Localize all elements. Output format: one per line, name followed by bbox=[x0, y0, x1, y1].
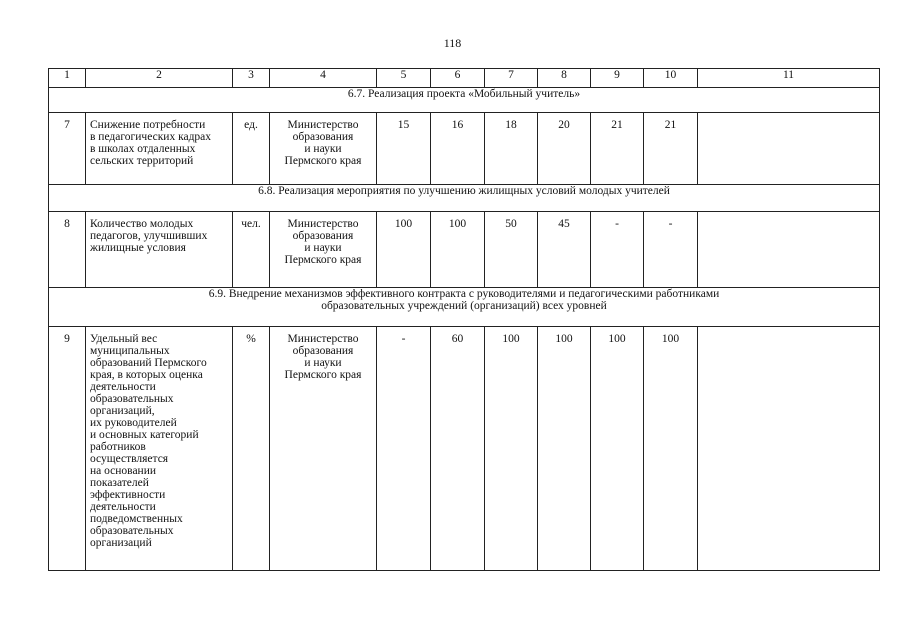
column-number: 1 bbox=[49, 69, 86, 88]
indicator-name-line: педагогов, улучшивших bbox=[90, 230, 208, 242]
executor-line: Министерство bbox=[287, 119, 359, 131]
value-cell: 100 bbox=[591, 327, 644, 571]
value-cell: 60 bbox=[431, 327, 485, 571]
note-cell bbox=[698, 212, 880, 288]
unit-cell: ед. bbox=[233, 113, 270, 185]
indicator-name-line: эффективности bbox=[90, 489, 166, 501]
column-number: 4 bbox=[270, 69, 377, 88]
column-number: 10 bbox=[644, 69, 698, 88]
column-number: 8 bbox=[538, 69, 591, 88]
indicator-name-line: их руководителей bbox=[90, 417, 177, 429]
value-cell: 100 bbox=[377, 212, 431, 288]
value-cell: 100 bbox=[431, 212, 485, 288]
indicator-name-line: сельских территорий bbox=[90, 155, 194, 167]
executor-line: образования bbox=[292, 345, 354, 357]
section-heading-row bbox=[49, 88, 880, 113]
section-heading-line: 6.8. Реализация мероприятия по улучшению жилищных условий молодых учителей bbox=[258, 185, 670, 197]
indicator-name-line: образований Пермского bbox=[90, 357, 207, 369]
indicator-name-line: Удельный вес bbox=[90, 333, 158, 345]
row-number: 7 bbox=[49, 113, 86, 185]
value-cell: - bbox=[591, 212, 644, 288]
column-number: 5 bbox=[377, 69, 431, 88]
indicator-name-line: Снижение потребности bbox=[90, 119, 206, 131]
row-number: 9 bbox=[49, 327, 86, 571]
indicator-name bbox=[86, 327, 233, 571]
section-heading-line: 6.9. Внедрение механизмов эффективного контракта с руководителями и педагогическими работниками bbox=[208, 288, 720, 300]
section-heading-line: образовательных учреждений (организаций) всех уровней bbox=[321, 300, 607, 312]
value-cell: 18 bbox=[485, 113, 538, 185]
executor-line: и науки bbox=[304, 242, 342, 254]
indicator-name-line: деятельности bbox=[90, 501, 156, 513]
value-cell: 45 bbox=[538, 212, 591, 288]
page-number: 118 bbox=[443, 36, 462, 50]
section-heading-line: 6.7. Реализация проекта «Мобильный учитель» bbox=[347, 88, 581, 100]
indicator-name-line: подведомственных bbox=[90, 513, 183, 525]
executor-line: и науки bbox=[304, 357, 342, 369]
data-table bbox=[48, 68, 880, 571]
executor-line: Министерство bbox=[287, 218, 359, 230]
executor-line: Пермского края bbox=[284, 155, 362, 167]
value-cell: 15 bbox=[377, 113, 431, 185]
indicator-name bbox=[86, 113, 233, 185]
executor-cell bbox=[270, 113, 377, 185]
indicator-name-line: в школах отдаленных bbox=[90, 143, 196, 155]
executor-line: Министерство bbox=[287, 333, 359, 345]
note-cell bbox=[698, 327, 880, 571]
table-row bbox=[49, 327, 880, 571]
value-cell: - bbox=[377, 327, 431, 571]
section-heading-row bbox=[49, 185, 880, 212]
value-cell: 100 bbox=[644, 327, 698, 571]
column-number: 2 bbox=[86, 69, 233, 88]
indicator-name-line: осуществляется bbox=[90, 453, 169, 465]
indicator-name-line: Количество молодых bbox=[90, 218, 194, 230]
indicator-name-line: жилищные условия bbox=[90, 242, 186, 254]
column-number: 3 bbox=[233, 69, 270, 88]
value-cell: 16 bbox=[431, 113, 485, 185]
row-number: 8 bbox=[49, 212, 86, 288]
indicator-name-line: на основании bbox=[90, 465, 157, 477]
table-row bbox=[49, 113, 880, 185]
indicator-name-line: показателей bbox=[90, 477, 149, 489]
executor-line: образования bbox=[292, 131, 354, 143]
table-body bbox=[49, 69, 880, 571]
executor-cell bbox=[270, 327, 377, 571]
value-cell: 21 bbox=[591, 113, 644, 185]
indicator-name-line: в педагогических кадрах bbox=[90, 131, 212, 143]
section-heading bbox=[49, 288, 880, 327]
column-number: 9 bbox=[591, 69, 644, 88]
indicator-name-line: края, в которых оценка bbox=[90, 369, 203, 381]
indicator-name-line: организаций, bbox=[90, 405, 155, 417]
section-heading bbox=[49, 88, 880, 113]
column-number: 7 bbox=[485, 69, 538, 88]
indicator-name-line: муниципальных bbox=[90, 345, 170, 357]
section-heading-row bbox=[49, 288, 880, 327]
executor-cell bbox=[270, 212, 377, 288]
indicator-name-line: и основных категорий bbox=[90, 429, 199, 441]
executor-line: и науки bbox=[304, 143, 342, 155]
executor-line: образования bbox=[292, 230, 354, 242]
indicator-name bbox=[86, 212, 233, 288]
value-cell: 100 bbox=[485, 327, 538, 571]
column-number: 6 bbox=[431, 69, 485, 88]
value-cell: 21 bbox=[644, 113, 698, 185]
column-number-row bbox=[49, 69, 880, 88]
value-cell: 20 bbox=[538, 113, 591, 185]
unit-cell: % bbox=[233, 327, 270, 571]
indicator-name-line: образовательных bbox=[90, 393, 174, 405]
indicator-name-line: организаций bbox=[90, 537, 152, 549]
value-cell: - bbox=[644, 212, 698, 288]
executor-line: Пермского края bbox=[284, 254, 362, 266]
executor-line: Пермского края bbox=[284, 369, 362, 381]
value-cell: 50 bbox=[485, 212, 538, 288]
table-row bbox=[49, 212, 880, 288]
note-cell bbox=[698, 113, 880, 185]
indicator-name-line: образовательных bbox=[90, 525, 174, 537]
indicator-name-line: работников bbox=[90, 441, 146, 453]
column-number: 11 bbox=[698, 69, 880, 88]
value-cell: 100 bbox=[538, 327, 591, 571]
section-heading bbox=[49, 185, 880, 212]
unit-cell: чел. bbox=[233, 212, 270, 288]
indicator-name-line: деятельности bbox=[90, 381, 156, 393]
